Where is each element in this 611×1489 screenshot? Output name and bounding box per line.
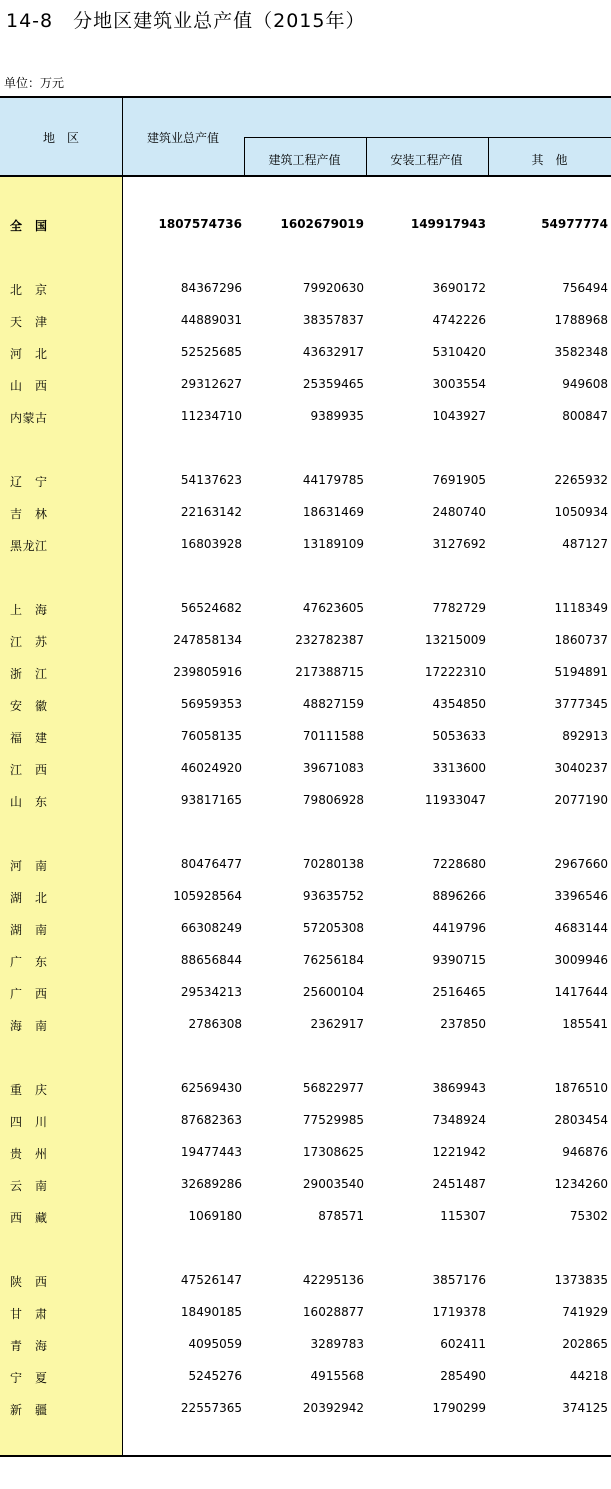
table-row: [0, 727, 611, 747]
region-name: 天 津: [10, 315, 48, 329]
table-row: [0, 1303, 611, 1323]
installation-value: 3003554: [432, 377, 486, 391]
region-name: 甘 肃: [10, 1307, 48, 1321]
table-row: [0, 1207, 611, 1227]
other-value: 185541: [562, 1017, 608, 1031]
construction-value: 47623605: [302, 601, 364, 615]
table-row: [0, 599, 611, 619]
installation-value: 7228680: [432, 857, 486, 871]
construction-value: 76256184: [302, 953, 364, 967]
construction-value: 3289783: [310, 1337, 364, 1351]
table-row: [0, 375, 611, 395]
installation-value: 7782729: [432, 601, 486, 615]
installation-value: 115307: [440, 1209, 486, 1223]
other-value: 487127: [562, 537, 608, 551]
construction-value: 13189109: [302, 537, 364, 551]
construction-value: 1602679019: [280, 217, 364, 231]
total-value: 247858134: [173, 633, 242, 647]
table-row: [0, 919, 611, 939]
region-name: 吉 林: [10, 507, 48, 521]
table-row: [0, 1015, 611, 1035]
region-name: 湖 北: [10, 891, 48, 905]
construction-value: 878571: [318, 1209, 364, 1223]
table-row: [0, 951, 611, 971]
installation-value: 1790299: [432, 1401, 486, 1415]
other-value: 756494: [562, 281, 608, 295]
region-name: 河 北: [10, 347, 48, 361]
installation-value: 285490: [440, 1369, 486, 1383]
installation-value: 5310420: [432, 345, 486, 359]
table-row: [0, 663, 611, 683]
table-row: [0, 407, 611, 427]
construction-value: 77529985: [302, 1113, 364, 1127]
total-value: 54137623: [180, 473, 242, 487]
installation-value: 13215009: [424, 633, 486, 647]
construction-value: 20392942: [302, 1401, 364, 1415]
other-value: 1876510: [554, 1081, 608, 1095]
installation-value: 602411: [440, 1337, 486, 1351]
region-name: 山 东: [10, 795, 48, 809]
installation-value: 3127692: [432, 537, 486, 551]
installation-value: 4742226: [432, 313, 486, 327]
region-name: 江 苏: [10, 635, 48, 649]
region-name: 四 川: [10, 1115, 48, 1129]
region-name: 西 藏: [10, 1211, 48, 1225]
construction-value: 42295136: [302, 1273, 364, 1287]
region-name: 青 海: [10, 1339, 48, 1353]
table-row: [0, 1143, 611, 1163]
other-value: 5194891: [554, 665, 608, 679]
installation-value: 237850: [440, 1017, 486, 1031]
construction-value: 16028877: [302, 1305, 364, 1319]
header-divider-1: [244, 137, 245, 177]
other-value: 1788968: [554, 313, 608, 327]
total-value: 32689286: [180, 1177, 242, 1191]
page-title: 14-8 分地区建筑业总产值（2015年）: [6, 10, 366, 32]
header-divider-3: [488, 137, 489, 177]
total-value: 87682363: [180, 1113, 242, 1127]
construction-value: 70111588: [302, 729, 364, 743]
installation-value: 4419796: [432, 921, 486, 935]
other-value: 3009946: [554, 953, 608, 967]
total-value: 76058135: [180, 729, 242, 743]
installation-value: 2516465: [432, 985, 486, 999]
construction-value: 25359465: [302, 377, 364, 391]
region-name: 广 东: [10, 955, 48, 969]
construction-value: 18631469: [302, 505, 364, 519]
table-row: [0, 631, 611, 651]
region-name: 辽 宁: [10, 475, 48, 489]
construction-value: 56822977: [302, 1081, 364, 1095]
region-name: 新 疆: [10, 1403, 48, 1417]
other-value: 2265932: [554, 473, 608, 487]
total-value: 5245276: [188, 1369, 242, 1383]
total-value: 239805916: [173, 665, 242, 679]
other-value: 946876: [562, 1145, 608, 1159]
total-value: 66308249: [180, 921, 242, 935]
table-bottom-rule: [0, 1455, 611, 1457]
table-row: [0, 311, 611, 331]
total-value: 11234710: [180, 409, 242, 423]
total-value: 22163142: [180, 505, 242, 519]
other-value: 949608: [562, 377, 608, 391]
total-value: 46024920: [180, 761, 242, 775]
national-total-row: [0, 215, 611, 235]
region-name: 安 徽: [10, 699, 48, 713]
region-name: 山 西: [10, 379, 48, 393]
table-row: [0, 1335, 611, 1355]
header-region: 地 区: [42, 131, 79, 145]
table-row: [0, 343, 611, 363]
table-row: [0, 695, 611, 715]
other-value: 1050934: [554, 505, 608, 519]
region-name: 江 西: [10, 763, 48, 777]
table-row: [0, 1399, 611, 1419]
other-value: 3040237: [554, 761, 608, 775]
header-installation: 安装工程产值: [390, 153, 463, 167]
total-value: 1069180: [188, 1209, 242, 1223]
header-divider-2: [366, 137, 367, 177]
total-value: 105928564: [173, 889, 242, 903]
installation-value: 149917943: [410, 217, 486, 231]
installation-value: 1719378: [432, 1305, 486, 1319]
other-value: 3396546: [554, 889, 608, 903]
construction-value: 70280138: [302, 857, 364, 871]
region-name: 湖 南: [10, 923, 48, 937]
total-value: 1807574736: [158, 217, 242, 231]
installation-value: 3857176: [432, 1273, 486, 1287]
construction-value: 9389935: [310, 409, 364, 423]
region-name: 黑龙江: [10, 539, 48, 553]
total-value: 44889031: [180, 313, 242, 327]
other-value: 3777345: [554, 697, 608, 711]
total-value: 18490185: [180, 1305, 242, 1319]
table-row: [0, 1079, 611, 1099]
header-other: 其 他: [531, 153, 568, 167]
unit-label: 单位：万元: [4, 76, 65, 90]
other-value: 202865: [562, 1337, 608, 1351]
other-value: 3582348: [554, 345, 608, 359]
installation-value: 3690172: [432, 281, 486, 295]
total-value: 29534213: [180, 985, 242, 999]
total-value: 2786308: [188, 1017, 242, 1031]
region-name: 陕 西: [10, 1275, 48, 1289]
other-value: 2967660: [554, 857, 608, 871]
region-name: 内蒙古: [10, 411, 48, 425]
other-value: 374125: [562, 1401, 608, 1415]
header-subdivider: [244, 137, 611, 138]
other-value: 75302: [569, 1209, 608, 1223]
total-value: 47526147: [180, 1273, 242, 1287]
other-value: 44218: [569, 1369, 608, 1383]
table-row: [0, 1271, 611, 1291]
total-value: 56524682: [180, 601, 242, 615]
installation-value: 11933047: [424, 793, 486, 807]
total-value: 19477443: [180, 1145, 242, 1159]
total-value: 56959353: [180, 697, 242, 711]
total-value: 62569430: [180, 1081, 242, 1095]
construction-value: 44179785: [302, 473, 364, 487]
total-value: 29312627: [180, 377, 242, 391]
table-header: [0, 96, 611, 177]
installation-value: 8896266: [432, 889, 486, 903]
installation-value: 3313600: [432, 761, 486, 775]
region-name: 宁 夏: [10, 1371, 48, 1385]
other-value: 1417644: [554, 985, 608, 999]
other-value: 1373835: [554, 1273, 608, 1287]
construction-value: 217388715: [295, 665, 364, 679]
total-value: 22557365: [180, 1401, 242, 1415]
other-value: 741929: [562, 1305, 608, 1319]
construction-value: 25600104: [302, 985, 364, 999]
table-row: [0, 279, 611, 299]
other-value: 1234260: [554, 1177, 608, 1191]
installation-value: 7348924: [432, 1113, 486, 1127]
region-name: 浙 江: [10, 667, 48, 681]
region-name: 福 建: [10, 731, 48, 745]
table-row: [0, 1367, 611, 1387]
installation-value: 1221942: [432, 1145, 486, 1159]
construction-value: 48827159: [302, 697, 364, 711]
table-row: [0, 983, 611, 1003]
table-row: [0, 503, 611, 523]
region-name: 贵 州: [10, 1147, 48, 1161]
construction-value: 57205308: [302, 921, 364, 935]
other-value: 2077190: [554, 793, 608, 807]
construction-value: 232782387: [295, 633, 364, 647]
region-name: 河 南: [10, 859, 48, 873]
construction-value: 4915568: [310, 1369, 364, 1383]
table-row: [0, 471, 611, 491]
region-name: 重 庆: [10, 1083, 48, 1097]
construction-value: 43632917: [302, 345, 364, 359]
installation-value: 3869943: [432, 1081, 486, 1095]
total-value: 80476477: [180, 857, 242, 871]
region-name: 海 南: [10, 1019, 48, 1033]
region-name: 云 南: [10, 1179, 48, 1193]
other-value: 800847: [562, 409, 608, 423]
total-value: 16803928: [180, 537, 242, 551]
construction-value: 29003540: [302, 1177, 364, 1191]
installation-value: 9390715: [432, 953, 486, 967]
installation-value: 2451487: [432, 1177, 486, 1191]
installation-value: 2480740: [432, 505, 486, 519]
total-value: 84367296: [180, 281, 242, 295]
total-value: 93817165: [180, 793, 242, 807]
installation-value: 1043927: [432, 409, 486, 423]
header-total: 建筑业总产值: [146, 131, 219, 145]
region-name: 广 西: [10, 987, 48, 1001]
other-value: 892913: [562, 729, 608, 743]
installation-value: 4354850: [432, 697, 486, 711]
other-value: 2803454: [554, 1113, 608, 1127]
region-name: 全 国: [10, 219, 48, 233]
table-row: [0, 855, 611, 875]
installation-value: 17222310: [424, 665, 486, 679]
construction-value: 79920630: [302, 281, 364, 295]
installation-value: 7691905: [432, 473, 486, 487]
region-name: 上 海: [10, 603, 48, 617]
total-value: 88656844: [180, 953, 242, 967]
table-row: [0, 759, 611, 779]
region-name: 北 京: [10, 283, 48, 297]
other-value: 54977774: [541, 217, 608, 231]
total-value: 4095059: [188, 1337, 242, 1351]
construction-value: 38357837: [302, 313, 364, 327]
region-column-background: [0, 177, 122, 1455]
construction-value: 93635752: [302, 889, 364, 903]
construction-value: 2362917: [310, 1017, 364, 1031]
other-value: 1860737: [554, 633, 608, 647]
construction-value: 79806928: [302, 793, 364, 807]
other-value: 4683144: [554, 921, 608, 935]
construction-value: 17308625: [302, 1145, 364, 1159]
table-row: [0, 1175, 611, 1195]
construction-value: 39671083: [302, 761, 364, 775]
table-row: [0, 887, 611, 907]
table-row: [0, 791, 611, 811]
table-row: [0, 535, 611, 555]
other-value: 1118349: [554, 601, 608, 615]
table-row: [0, 1111, 611, 1131]
total-value: 52525685: [180, 345, 242, 359]
header-construction: 建筑工程产值: [268, 153, 341, 167]
installation-value: 5053633: [432, 729, 486, 743]
